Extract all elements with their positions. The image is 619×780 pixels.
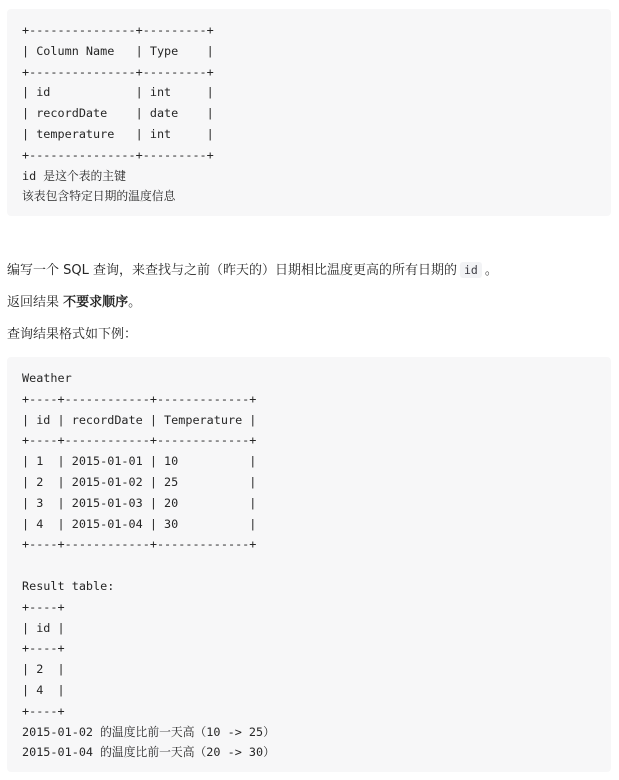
example-line: Result table: [22,578,115,593]
format-note: 查询结果格式如下例： [7,327,138,342]
schema-code-block [7,9,611,216]
schema-line: +---------------+---------+ [22,147,214,162]
schema-line: | Column Name | Type | [22,43,214,58]
example-line: | 3 | 2015-01-03 | 20 | [22,495,257,510]
inline-code-id: id [460,262,482,278]
schema-line: id 是这个表的主键 [22,168,126,183]
statement-end: 。 [484,263,498,278]
schema-line: | temperature | int | [22,126,214,141]
example-line: | id | [22,620,65,635]
schema-line: | id | int | [22,85,214,100]
example-line: +----+------------+-------------+ [22,391,257,406]
example-line: | id | recordDate | Temperature | [22,412,257,427]
order-note-text: 返回结果 [7,295,60,310]
statement-text: 编写一个 SQL 查询，来查找与之前（昨天的）日期相比温度更高的所有日期的 [7,263,457,278]
example-line: | 1 | 2015-01-01 | 10 | [22,454,257,469]
example-line: +----+ [22,641,65,656]
example-line [22,555,596,576]
example-line: | 2 | [22,662,65,677]
schema-line: +---------------+---------+ [22,64,214,79]
example-line: 2015-01-02 的温度比前一天高（10 -> 25） [22,724,275,739]
example-line: +----+ [22,703,65,718]
schema-line: 该表包含特定日期的温度信息 [22,189,176,204]
order-note-bold: 不要求顺序 [63,295,129,310]
problem-statement [7,261,498,280]
schema-line: +---------------+---------+ [22,23,214,37]
example-line: | 4 | [22,682,65,697]
example-line: | 4 | 2015-01-04 | 30 | [22,516,257,531]
order-note [7,294,141,312]
example-code-block [7,357,611,772]
example-line: +----+ [22,599,65,614]
schema-line: | recordDate | date | [22,106,214,121]
example-line: +----+------------+-------------+ [22,537,257,552]
example-line: +----+------------+-------------+ [22,433,257,448]
order-note-end: 。 [128,295,142,310]
example-line: 2015-01-04 的温度比前一天高（20 -> 30） [22,745,275,760]
example-line: Weather [22,371,72,385]
example-line: | 2 | 2015-01-02 | 25 | [22,474,257,489]
